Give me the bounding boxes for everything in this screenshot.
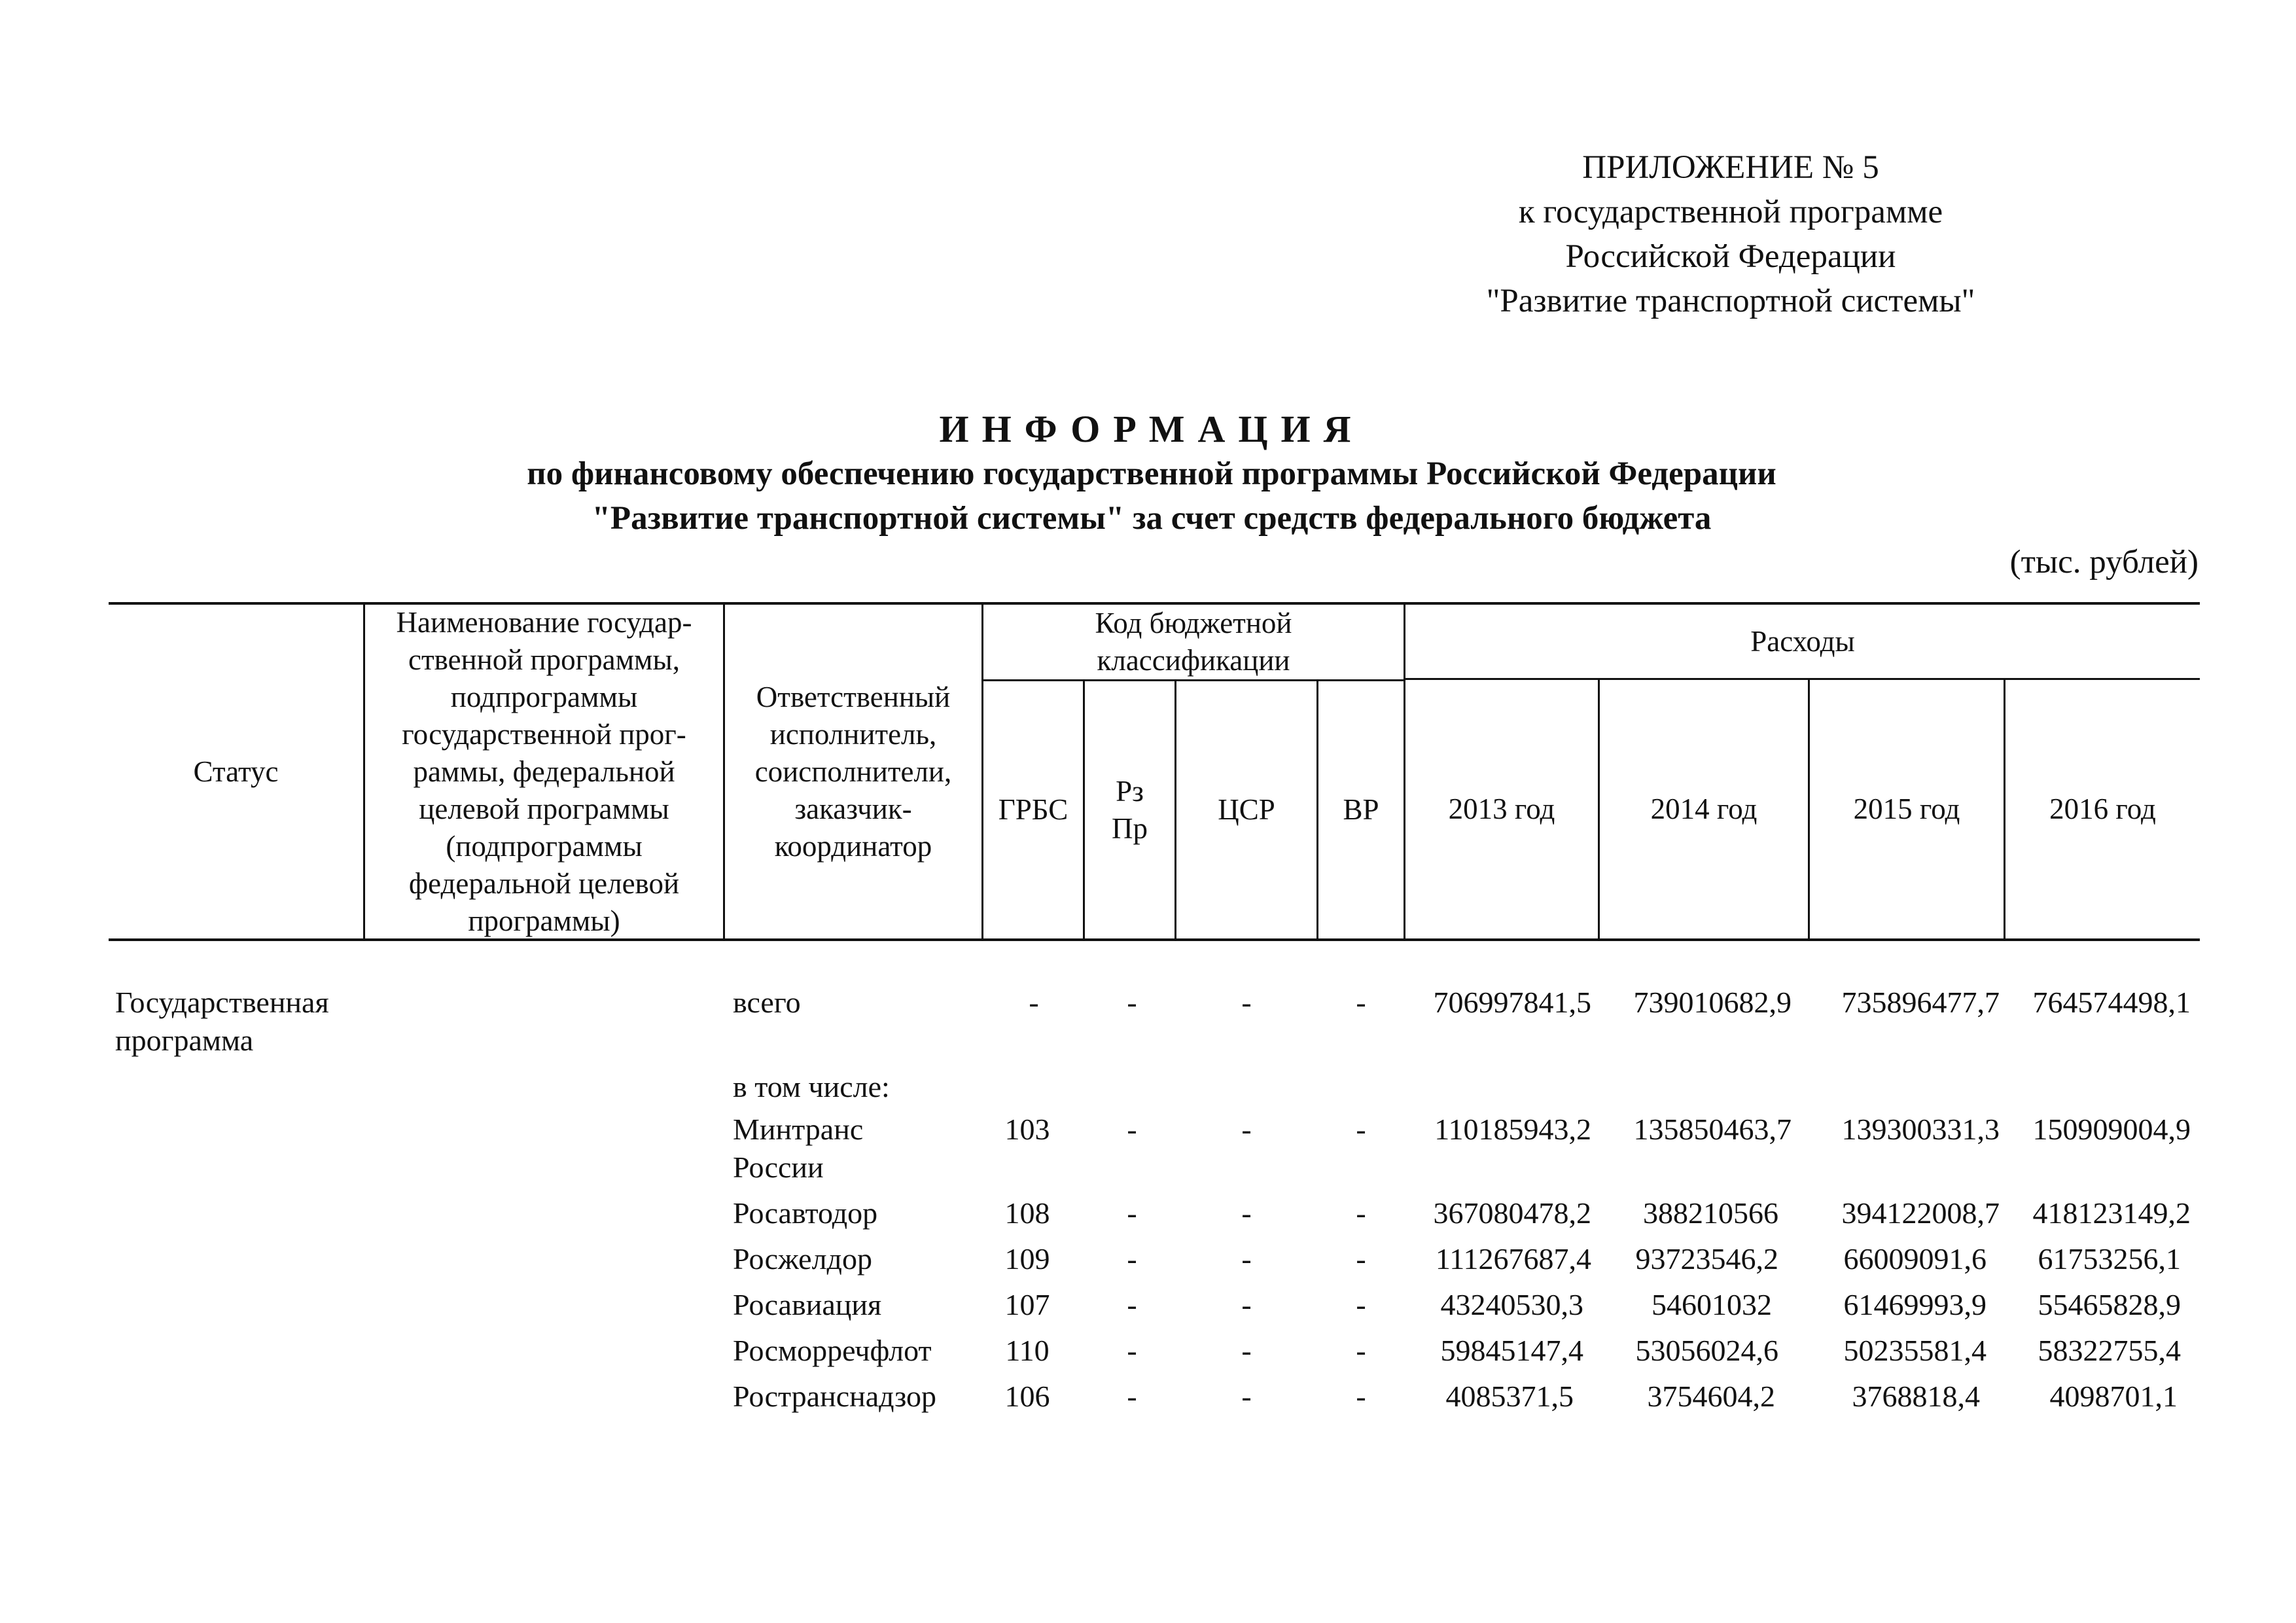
row-rzpr: - [1127, 1288, 1137, 1321]
row-grbs: 103 [1004, 1113, 1050, 1146]
row-grbs: 106 [1004, 1380, 1050, 1413]
row-executor: Ространснадзор [733, 1380, 937, 1413]
appendix-line-3: Российской Федерации [1565, 238, 1896, 275]
row-vr: - [1356, 1196, 1366, 1230]
row-value-2014: 93723546,2 [1635, 1242, 1778, 1275]
row-executor: Росморречфлот [733, 1334, 932, 1367]
units-label: (тыс. рублей) [2009, 544, 2199, 580]
row-value-2013: 367080478,2 [1433, 1196, 1591, 1230]
row-rzpr: - [1127, 1242, 1137, 1275]
row-value-2014: 388210566 [1643, 1196, 1778, 1230]
row-value-2015: 50235581,4 [1843, 1334, 1987, 1367]
row-vr: - [1356, 1380, 1366, 1413]
header-year-2016: 2016 год [2049, 793, 2156, 825]
row-rzpr: - [1127, 1380, 1137, 1413]
row-value-2015: 66009091,6 [1843, 1242, 1987, 1275]
row-value-2015: 394122008,7 [1841, 1196, 2000, 1230]
row-value-2014: 54601032 [1651, 1288, 1772, 1321]
row-value-2014: 135850463,7 [1633, 1113, 1792, 1146]
row-rzpr: - [1127, 1196, 1137, 1230]
title-heading: ИНФОРМАЦИЯ [939, 408, 1364, 450]
row-value-2013: 59845147,4 [1440, 1334, 1583, 1367]
appendix-line-2: к государственной программе [1518, 194, 1943, 230]
row-executor: Росавиация [733, 1288, 882, 1321]
header-expenses: Расходы [1750, 624, 1855, 658]
row-csr: - [1241, 1113, 1252, 1146]
row-csr: - [1241, 1242, 1252, 1275]
row-executor: всего [733, 986, 801, 1019]
header-year-2015: 2015 год [1853, 793, 1960, 825]
header-year-2013: 2013 год [1448, 793, 1555, 825]
row-value-2013: 706997841,5 [1433, 986, 1591, 1019]
row-value-2016: 55465828,9 [2038, 1288, 2181, 1321]
row-value-2015: 139300331,3 [1841, 1113, 2000, 1146]
row-vr: - [1356, 1334, 1366, 1367]
row-value-2013: 111267687,4 [1435, 1242, 1591, 1275]
header-grbs: ГРБС [998, 793, 1069, 826]
appendix-number: ПРИЛОЖЕНИЕ № 5 [1582, 149, 1879, 186]
row-executor: Минтранс [733, 1113, 864, 1146]
row-rzpr: - [1127, 986, 1137, 1019]
row-value-2014: 53056024,6 [1635, 1334, 1778, 1367]
row-rzpr: - [1127, 1334, 1137, 1367]
row-csr: - [1241, 1334, 1252, 1367]
header-status: Статус [193, 755, 279, 788]
row-vr: - [1356, 1288, 1366, 1321]
row-value-2015: 3768818,4 [1852, 1380, 1980, 1413]
appendix-header [1472, 145, 1989, 323]
title-line-2: по финансовому обеспечению государственной программы Российской Федерации [527, 455, 1776, 492]
row-value-2016: 58322755,4 [2038, 1334, 2181, 1367]
header-year-2014: 2014 год [1650, 793, 1757, 825]
row-csr: - [1241, 1288, 1252, 1321]
header-executor: Ответственный исполнитель, соисполнители, заказчик- координатор [754, 680, 952, 863]
row-grbs: 107 [1004, 1288, 1050, 1321]
row-grbs: 108 [1004, 1196, 1050, 1230]
in-total-label: в том числе: [733, 1070, 890, 1103]
row-value-2013: 110185943,2 [1434, 1113, 1591, 1146]
header-rzpr: Рз Пр [1112, 774, 1148, 845]
header-program-name: Наименование государ- ственной программы, подпрограммы государственной прог- раммы, федеральной целевой программы (подпрограммы федеральной целевой программы) [396, 605, 692, 937]
row-value-2015: 61469993,9 [1843, 1288, 1987, 1321]
row-grbs: - [1029, 986, 1039, 1019]
appendix-line-4: "Развитие транспортной системы" [1486, 283, 1975, 319]
row-value-2016: 764574498,1 [2032, 986, 2191, 1019]
document-title [196, 407, 2107, 541]
row-value-2016: 4098701,1 [2049, 1380, 2178, 1413]
row-executor: России [733, 1150, 824, 1184]
header-csr: ЦСР [1218, 793, 1275, 826]
row-value-2014: 3754604,2 [1647, 1380, 1775, 1413]
title-line-3: "Развитие транспортной системы" за счет средств федерального бюджета [592, 500, 1712, 537]
row-value-2014: 739010682,9 [1633, 986, 1792, 1019]
row-value-2013: 43240530,3 [1440, 1288, 1583, 1321]
row-executor: Росжелдор [733, 1242, 872, 1275]
row-grbs: 109 [1004, 1242, 1050, 1275]
row-value-2016: 150909004,9 [2032, 1113, 2191, 1146]
row-value-2016: 418123149,2 [2032, 1196, 2191, 1230]
row-value-2013: 4085371,5 [1445, 1380, 1574, 1413]
row-vr: - [1356, 986, 1366, 1019]
header-vr: ВР [1343, 793, 1379, 826]
row-executor: Росавтодор [733, 1196, 878, 1230]
row-rzpr: - [1127, 1113, 1137, 1146]
row-value-2015: 735896477,7 [1841, 986, 2000, 1019]
status-line: Государственная [115, 986, 329, 1019]
row-csr: - [1241, 1196, 1252, 1230]
row-vr: - [1356, 1113, 1366, 1146]
row-csr: - [1241, 986, 1252, 1019]
row-value-2016: 61753256,1 [2038, 1242, 2181, 1275]
header-budget-code: Код бюджетной классификации [1095, 607, 1292, 677]
row-vr: - [1356, 1242, 1366, 1275]
table-header-bottom-rule [109, 938, 2200, 941]
row-grbs: 110 [1005, 1334, 1050, 1367]
status-line: программа [115, 1024, 254, 1057]
row-csr: - [1241, 1380, 1252, 1413]
